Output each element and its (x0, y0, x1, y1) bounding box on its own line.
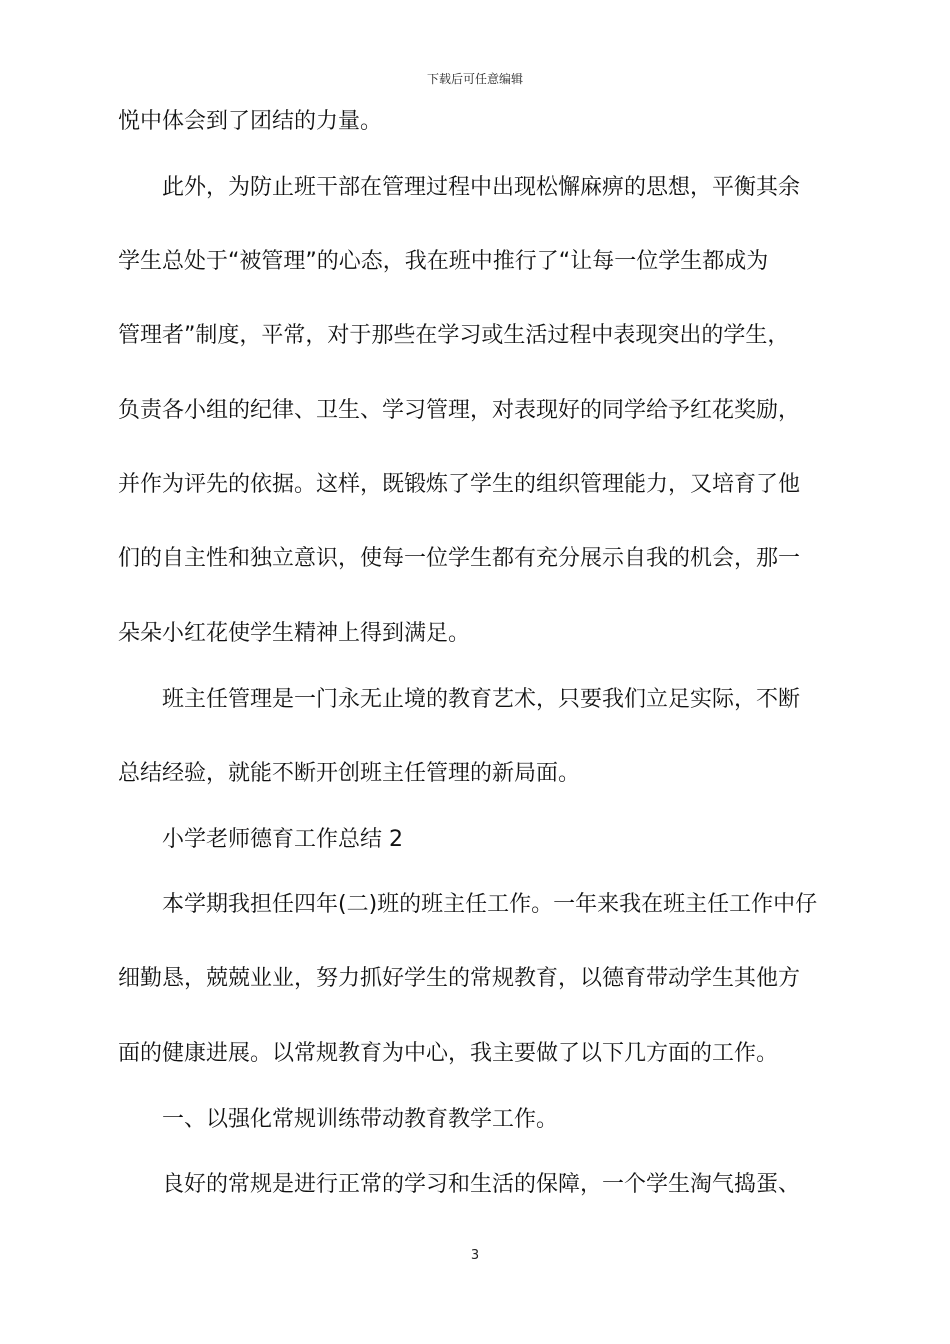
body-line: 负责各小组的纪律、卫生、学习管理，对表现好的同学给予红花奖励， (118, 398, 801, 423)
body-line: 良好的常规是进行正常的学习和生活的保障，一个学生淘气捣蛋、 (162, 1172, 801, 1197)
body-line: 悦中体会到了团结的力量。 (118, 109, 383, 134)
body-line: 班主任管理是一门永无止境的教育艺术，只要我们立足实际，不断 (162, 687, 801, 712)
subsection-heading: 一、以强化常规训练带动教育教学工作。 (162, 1107, 559, 1132)
body-line: 面的健康进展。以常规教育为中心，我主要做了以下几方面的工作。 (118, 1041, 779, 1066)
body-line: 总结经验，就能不断开创班主任管理的新局面。 (118, 761, 581, 786)
body-line: 细勤恳，兢兢业业，努力抓好学生的常规教育，以德育带动学生其他方 (118, 966, 801, 991)
body-line: 本学期我担任四年(二)班的班主任工作。一年来我在班主任工作中仔 (162, 892, 818, 917)
body-line: 管理者”制度，平常，对于那些在学习或生活过程中表现突出的学生， (118, 323, 790, 348)
header-note: 下载后可任意编辑 (426, 72, 523, 86)
section-heading: 小学老师德育工作总结 2 (162, 827, 403, 852)
body-line: 们的自主性和独立意识，使每一位学生都有充分展示自我的机会，那一 (118, 546, 801, 571)
body-line: 并作为评先的依据。这样，既锻炼了学生的组织管理能力，又培育了他 (118, 472, 801, 497)
body-line: 朵朵小红花使学生精神上得到满足。 (118, 621, 471, 646)
body-line: 此外，为防止班干部在管理过程中出现松懈麻痹的思想，平衡其余 (162, 175, 801, 200)
page-number: 3 (470, 1248, 480, 1263)
body-line: 学生总处于“被管理”的心态，我在班中推行了“让每一位学生都成为 (118, 249, 769, 274)
